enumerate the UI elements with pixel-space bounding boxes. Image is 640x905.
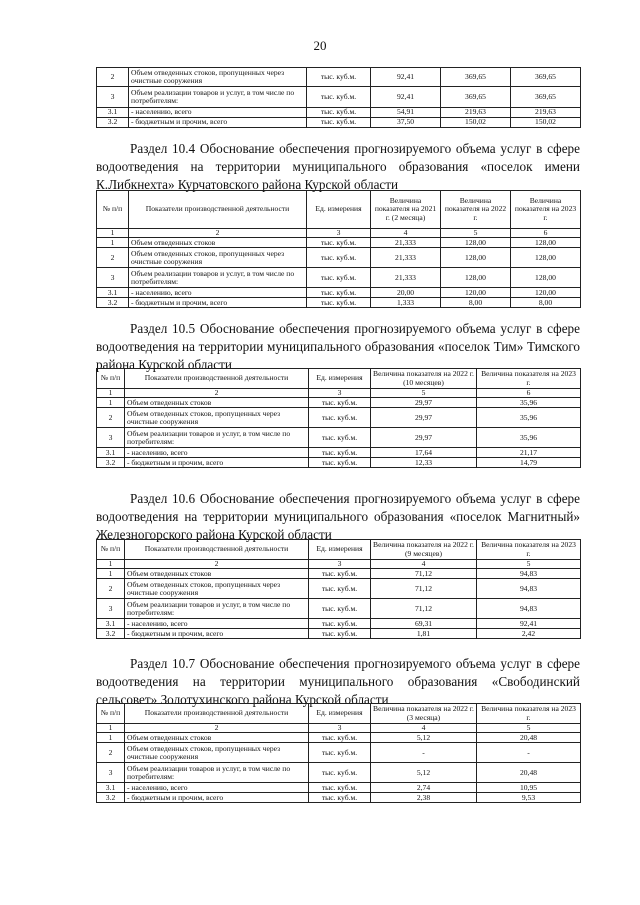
- section-10-5-table: [96, 368, 581, 468]
- table-row: 3.2 - бюджетным и прочим, всего тыс. куб.м. 1,333 8,00 8,00: [97, 298, 581, 308]
- table-header-row: № п/п Показатели производственной деятельности Ед. измерения Величина показателя на 2022 г. (9 месяцев) Величина показателя на 2023 г.: [97, 540, 581, 560]
- section-10-6-heading: Раздел 10.6 Обоснование обеспечения прогнозируемого объема услуг в сфере водоотведения на территории муниципального образования «поселок Магнитный» Железногорского района Курской области: [96, 491, 580, 542]
- table-row: 1 Объем отведенных стоков тыс. куб.м. 29,97 35,96: [97, 398, 581, 408]
- table-row: 2 Объем отведенных стоков, пропущенных через очистные сооружения тыс. куб.м. 21,333 128,00 128,00: [97, 248, 581, 268]
- table-row: 3.2 - бюджетным и прочим, всего тыс. куб.м. 1,81 2,42: [97, 629, 581, 639]
- table-row: 3.2 - бюджетным и прочим, всего тыс. куб.м. 37,50 150,02 150,02: [97, 118, 581, 128]
- table-row: 2 Объем отведенных стоков, пропущенных через очистные сооружения тыс. куб.м. 29,97 35,96: [97, 408, 581, 428]
- table-row: 3.2 - бюджетным и прочим, всего тыс. куб.м. 2,38 9,53: [97, 793, 581, 803]
- column-number-row: 1 2 3 4 5: [97, 724, 581, 733]
- table-header-row: № п/п Показатели производственной деятельности Ед. измерения Величина показателя на 2021 г. (2 месяца) Величина показателя на 2022 г. Величина показателя на 2023 г.: [97, 191, 581, 229]
- table-row: 3.1 - населению, всего тыс. куб.м. 17,64 21,17: [97, 448, 581, 458]
- section-10-7-heading: Раздел 10.7 Обоснование обеспечения прогнозируемого объема услуг в сфере водоотведения на территории муниципального образования «Свободинский сельсовет» Золотухинского района Курской области: [96, 656, 580, 707]
- column-number-row: 1 2 3 4 5: [97, 560, 581, 569]
- section-10-4-table: [96, 190, 581, 308]
- column-number-row: 1 2 3 5 6: [97, 389, 581, 398]
- table-row: 3.1 - населению, всего тыс. куб.м. 54,91 219,63 219,63: [97, 108, 581, 118]
- table-row: 2 Объем отведенных стоков, пропущенных через очистные сооружения тыс. куб.м. 71,12 94,83: [97, 579, 581, 599]
- table-row: 3.2 - бюджетным и прочим, всего тыс. куб.м. 12,33 14,79: [97, 458, 581, 468]
- table-row: 3.1 - населению, всего тыс. куб.м. 20,00 120,00 120,00: [97, 288, 581, 298]
- table-row: 1 Объем отведенных стоков тыс. куб.м. 71,12 94,83: [97, 569, 581, 579]
- page-number: 20: [313, 38, 327, 53]
- table-row: 3.1 - населению, всего тыс. куб.м. 2,74 10,95: [97, 783, 581, 793]
- table-row: 3 Объем реализации товаров и услуг, в том числе по потребителям: тыс. куб.м. 29,97 35,96: [97, 428, 581, 448]
- section-10-4-heading: Раздел 10.4 Обоснование обеспечения прогнозируемого объема услуг в сфере водоотведения на территории муниципального образования «поселок имени К.Либкнехта» Курчатовского района Курской области: [96, 141, 580, 192]
- table-header-row: № п/п Показатели производственной деятельности Ед. измерения Величина показателя на 2022 г. (3 месяца) Величина показателя на 2023 г.: [97, 704, 581, 724]
- section-10-6-table: [96, 539, 581, 639]
- table-row: 3 Объем реализации товаров и услуг, в том числе по потребителям: тыс. куб.м. 5,12 20,48: [97, 763, 581, 783]
- top-table: [96, 67, 581, 128]
- table-row: 2 Объем отведенных стоков, пропущенных через очистные сооружения тыс. куб.м. - -: [97, 743, 581, 763]
- section-10-7-table: [96, 703, 581, 803]
- table-row: 1 Объем отведенных стоков тыс. куб.м. 5,12 20,48: [97, 733, 581, 743]
- table-row: 3.1 - населению, всего тыс. куб.м. 69,31 92,41: [97, 619, 581, 629]
- table-row: 1 Объем отведенных стоков тыс. куб.м. 21,333 128,00 128,00: [97, 238, 581, 248]
- table-row: 3 Объем реализации товаров и услуг, в том числе по потребителям: тыс. куб.м. 21,333 128,00 128,00: [97, 268, 581, 288]
- table-row: 3 Объем реализации товаров и услуг, в том числе по потребителям: тыс. куб.м. 92,41 369,65 369,65: [97, 87, 581, 108]
- column-number-row: 1 2 3 4 5 6: [97, 229, 581, 238]
- table-header-row: № п/п Показатели производственной деятельности Ед. измерения Величина показателя на 2022 г. (10 месяцев) Величина показателя на 2023 г.: [97, 369, 581, 389]
- section-10-5-heading: Раздел 10.5 Обоснование обеспечения прогнозируемого объема услуг в сфере водоотведения на территории муниципального образования «поселок Тим» Тимского района Курской области: [96, 321, 580, 372]
- table-row: 2 Объем отведенных стоков, пропущенных через очистные сооружения тыс. куб.м. 92,41 369,65 369,65: [97, 68, 581, 87]
- table-row: 3 Объем реализации товаров и услуг, в том числе по потребителям: тыс. куб.м. 71,12 94,83: [97, 599, 581, 619]
